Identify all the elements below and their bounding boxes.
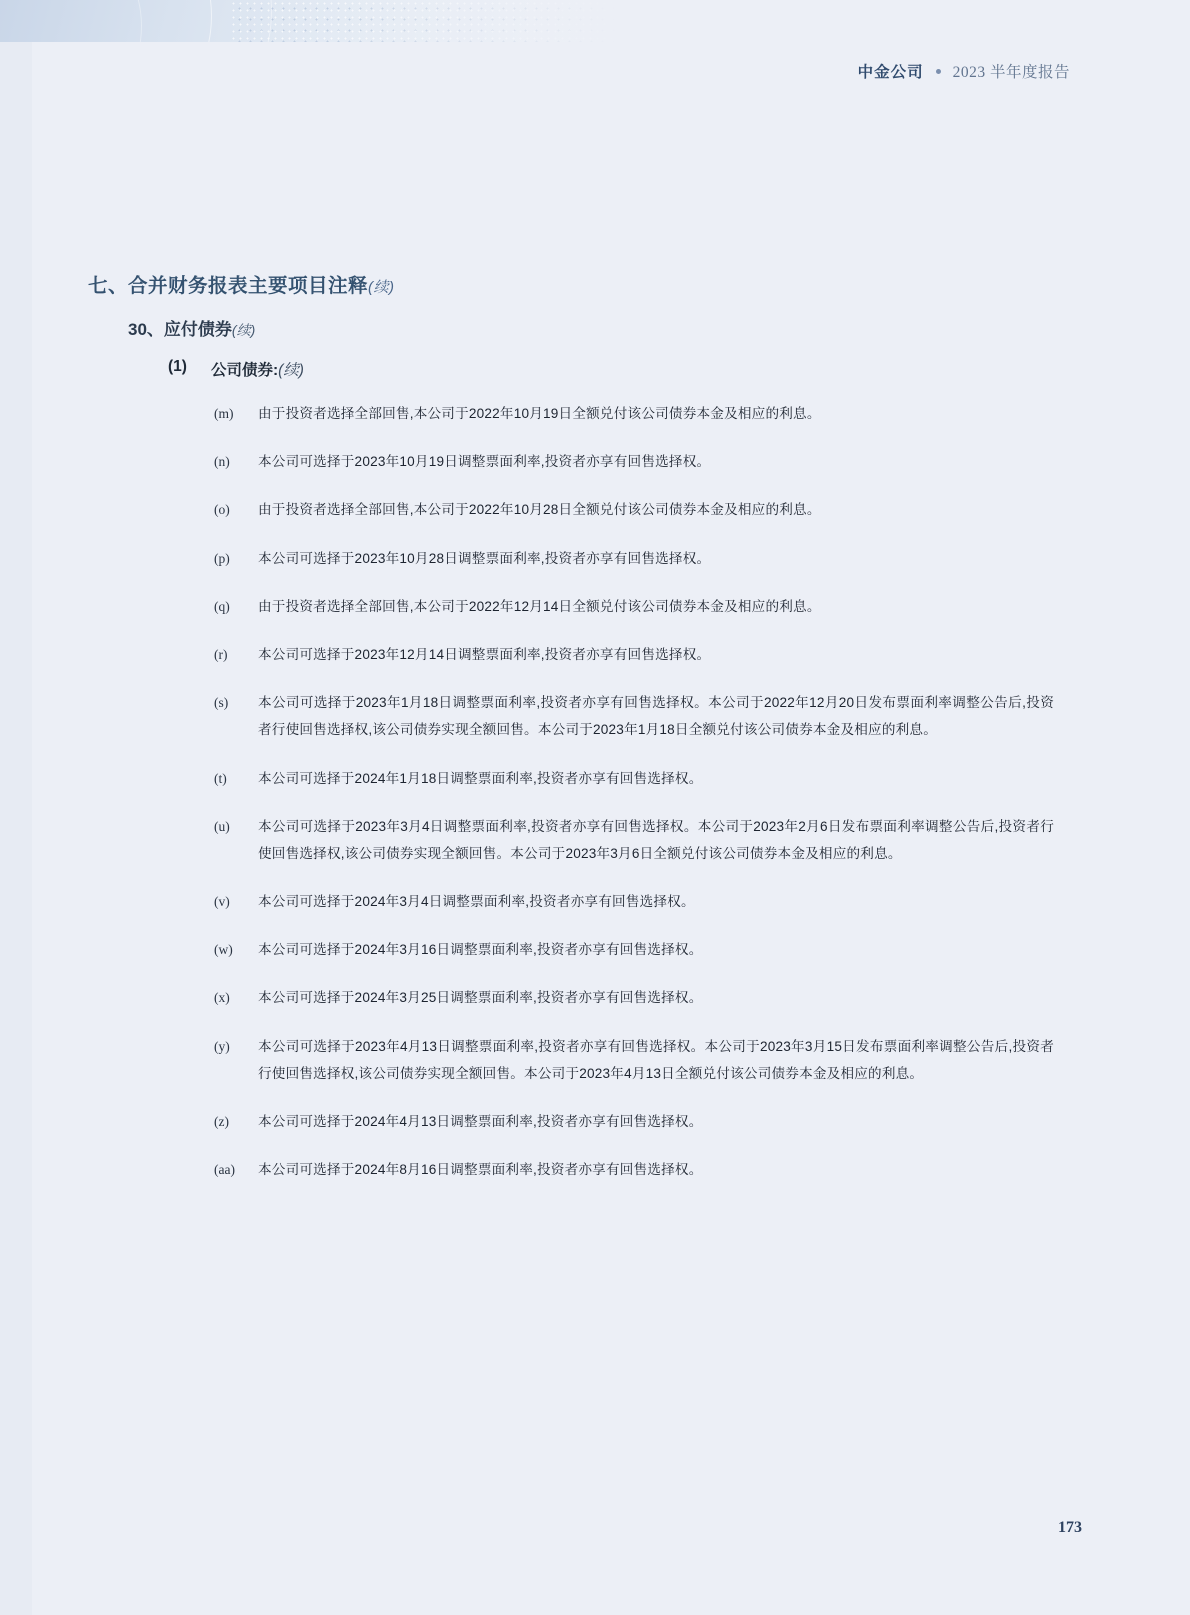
list-item-marker: (z) xyxy=(214,1114,229,1129)
list-item xyxy=(214,1033,1054,1087)
item-heading-text: 公司债券: xyxy=(210,362,279,379)
subsection-title: 、应付债券 xyxy=(146,320,232,339)
list-item-marker: (r) xyxy=(214,646,228,662)
list-item-marker: (p) xyxy=(214,550,230,566)
list-item xyxy=(214,936,1054,963)
list-item-marker: (n) xyxy=(214,454,230,470)
notes-list xyxy=(214,400,1054,1204)
list-item-marker: (aa) xyxy=(214,1162,235,1178)
list-item-text: 本公司可选择于2024年1月18日调整票面利率,投资者亦享有回售选择权。 xyxy=(258,770,703,786)
list-item-text: 本公司可选择于2024年3月4日调整票面利率,投资者亦享有回售选择权。 xyxy=(258,894,695,910)
page-number: 173 xyxy=(1058,1519,1082,1536)
list-item-text: 本公司可选择于2023年10月19日调整票面利率,投资者亦享有回售选择权。 xyxy=(258,454,711,470)
list-item-text: 本公司可选择于2023年12月14日调整票面利率,投资者亦享有回售选择权。 xyxy=(258,646,711,662)
item-heading-group xyxy=(211,358,304,380)
list-item-text: 本公司可选择于2024年4月13日调整票面利率,投资者亦享有回售选择权。 xyxy=(258,1114,703,1129)
list-item-text: 由于投资者选择全部回售,本公司于2022年12月14日全额兑付该公司债券本金及相应的利息。 xyxy=(258,598,821,614)
list-item xyxy=(214,496,1054,523)
list-item-marker: (s) xyxy=(214,695,229,711)
list-item xyxy=(214,689,1054,743)
list-item xyxy=(214,593,1054,620)
list-item xyxy=(214,984,1054,1011)
list-item xyxy=(214,765,1054,792)
list-item xyxy=(214,545,1054,572)
list-item-marker: (t) xyxy=(214,770,227,786)
header-company-name: 中金公司 xyxy=(857,64,924,81)
section-heading-text: 七、合并财务报表主要项目注释 xyxy=(88,275,369,297)
item-heading xyxy=(168,358,304,380)
item-label: (1) xyxy=(168,358,187,375)
list-item xyxy=(214,400,1054,427)
list-item-text: 本公司可选择于2024年8月16日调整票面利率,投资者亦享有回售选择权。 xyxy=(258,1162,703,1178)
list-item xyxy=(214,448,1054,475)
list-item-text: 本公司可选择于2024年3月16日调整票面利率,投资者亦享有回售选择权。 xyxy=(258,942,703,958)
item-heading-continued: (续) xyxy=(278,362,304,379)
list-item xyxy=(214,1156,1054,1183)
list-item xyxy=(214,641,1054,668)
subsection-continued: (续) xyxy=(231,322,256,338)
list-item xyxy=(214,888,1054,915)
header-report-title: 2023 半年度报告 xyxy=(952,64,1070,81)
subsection-number: 30 xyxy=(128,320,147,339)
section-heading-continued: (续) xyxy=(368,279,395,296)
list-item-marker: (m) xyxy=(214,406,234,421)
list-item-marker: (q) xyxy=(214,598,230,614)
list-item-marker: (w) xyxy=(214,942,233,958)
list-item-text: 本公司可选择于2024年3月25日调整票面利率,投资者亦享有回售选择权。 xyxy=(258,990,703,1006)
list-item-marker: (x) xyxy=(214,990,230,1006)
list-item-marker: (o) xyxy=(214,502,230,518)
list-item-marker: (y) xyxy=(214,1038,230,1054)
list-item-text: 本公司可选择于2023年10月28日调整票面利率,投资者亦享有回售选择权。 xyxy=(258,550,711,566)
list-item-marker: (v) xyxy=(214,894,230,910)
list-item xyxy=(214,1108,1054,1135)
list-item xyxy=(214,813,1054,867)
list-item-text: 由于投资者选择全部回售,本公司于2022年10月19日全额兑付该公司债券本金及相应的利息。 xyxy=(258,406,821,421)
subsection-heading xyxy=(128,315,255,340)
list-item-text: 本公司可选择于2023年1月18日调整票面利率,投资者亦享有回售选择权。本公司于2022年12月20日发布票面利率调整公告后,投资者行使回售选择权,该公司债券实现全额回售。本公司于2023年1月18日全额兑付该公司债券本金及相应的利息。 xyxy=(258,695,1054,738)
list-item-text: 本公司可选择于2023年4月13日调整票面利率,投资者亦享有回售选择权。本公司于2023年3月15日发布票面利率调整公告后,投资者行使回售选择权,该公司债券实现全额回售。本公司于2023年4月13日全额兑付该公司债券本金及相应的利息。 xyxy=(258,1038,1054,1081)
list-item-text: 本公司可选择于2023年3月4日调整票面利率,投资者亦享有回售选择权。本公司于2023年2月6日发布票面利率调整公告后,投资者行使回售选择权,该公司债券实现全额回售。本公司于2023年3月6日全额兑付该公司债券本金及相应的利息。 xyxy=(258,818,1054,861)
section-heading xyxy=(88,270,395,298)
list-item-marker: (u) xyxy=(214,818,230,834)
list-item-text: 由于投资者选择全部回售,本公司于2022年10月28日全额兑付该公司债券本金及相应的利息。 xyxy=(258,502,821,518)
